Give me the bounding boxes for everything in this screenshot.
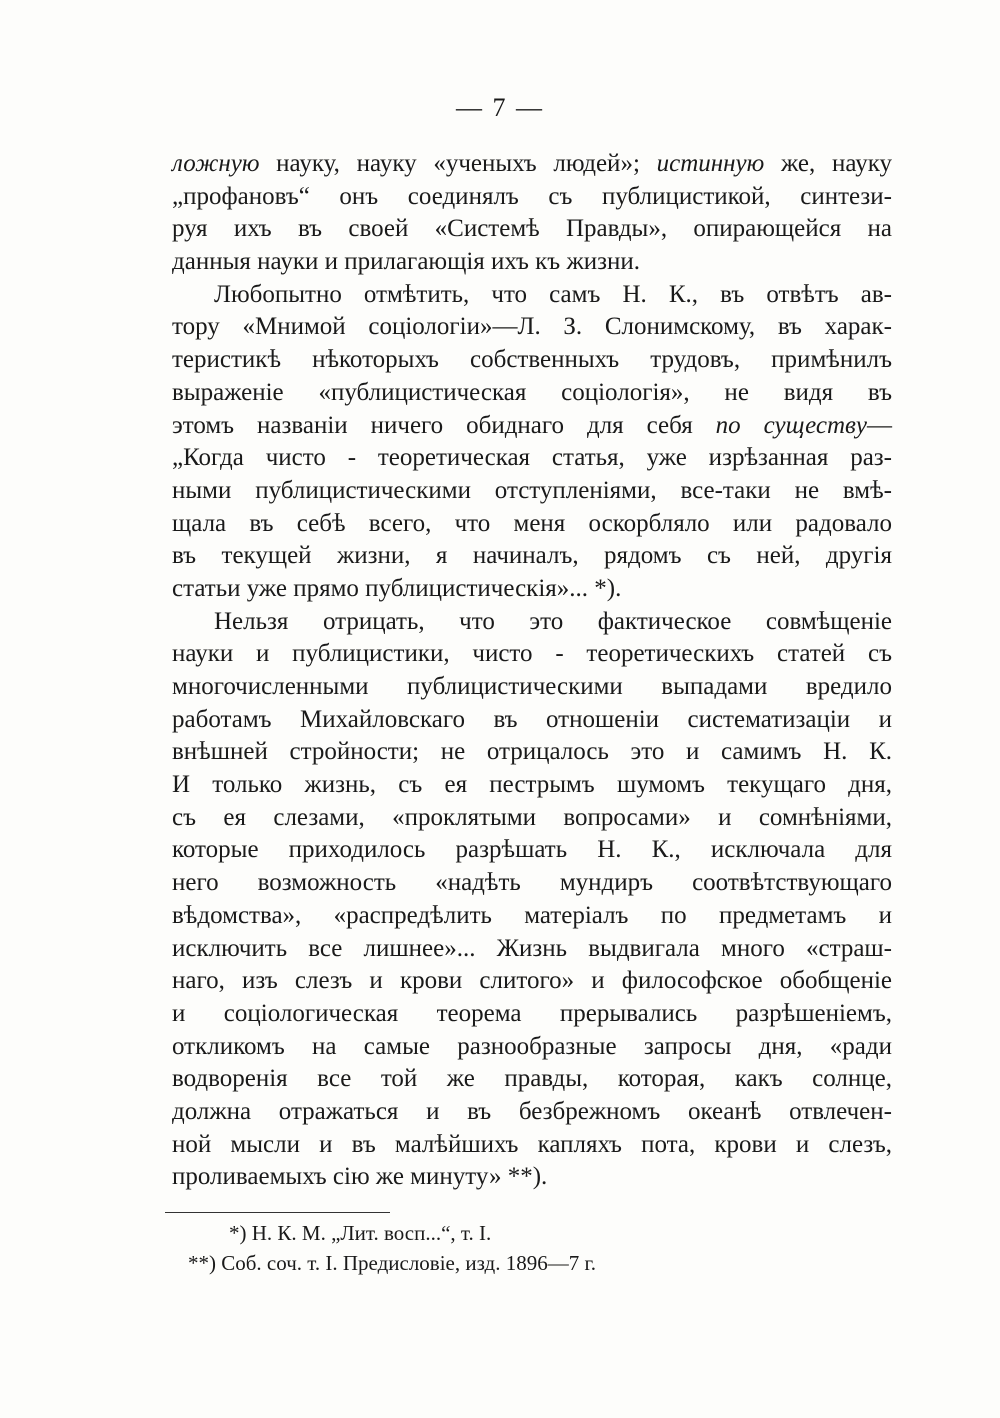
- footnote-1: *) Н. К. М. „Лит. восп...“, т. I.: [229, 1221, 492, 1245]
- text-line: [172, 148, 892, 181]
- text-line: [172, 377, 892, 410]
- text-line: [172, 933, 892, 966]
- text-run: статьи уже прямо публицистическія»... *).: [172, 574, 622, 602]
- text-run: выраженіе «публицистическая соціологія», не видя въ: [172, 378, 892, 406]
- text-line: [172, 1129, 892, 1162]
- text-run: И только жизнь, съ ея пестрымъ шумомъ текущаго дня,: [172, 771, 892, 799]
- italic-text: по существу: [715, 411, 867, 439]
- text-line: [172, 311, 892, 344]
- text-run: руя ихъ въ своей «Системѣ Правды», опирающейся на: [172, 215, 892, 243]
- text-run: науки и публицистики, чисто - теоретическихъ статей съ: [172, 640, 892, 668]
- footnote-2: **) Соб. соч. т. I. Предисловіе, изд. 1896—7 г.: [188, 1251, 596, 1275]
- text-line: [172, 475, 892, 508]
- text-run: должна отражаться и въ безбрежномъ океанѣ отвлечен-: [172, 1097, 892, 1125]
- text-run: водворенія все той же правды, которая, какъ солнце,: [172, 1065, 892, 1093]
- text-run: этомъ названіи ничего обиднаго для себя: [172, 411, 716, 439]
- text-line: [172, 867, 892, 900]
- text-run: наго, изъ слезъ и крови слитого» и философское обобщеніе: [172, 967, 892, 995]
- text-run: „Когда чисто - теоретическая статья, уже изрѣзанная раз-: [172, 444, 892, 472]
- text-run: тору «Мнимой соціологіи»—Л. З. Слонимскому, въ харак-: [172, 313, 892, 341]
- text-run: съ ея слезами, «проклятыми вопросами» и сомнѣніями,: [172, 803, 892, 831]
- text-run: вѣдомства», «распредѣлить матеріалъ по предметамъ и: [172, 901, 892, 929]
- text-run: работамъ Михайловскаго въ отношеніи систематизаціи и: [172, 705, 892, 733]
- text-line: [172, 900, 892, 933]
- text-line: [172, 736, 892, 769]
- text-run: Любопытно отмѣтить, что самъ Н. К., въ отвѣтъ ав-: [214, 280, 892, 308]
- text-line: [172, 1161, 892, 1194]
- text-line: [172, 671, 892, 704]
- text-run: „профановъ“ онъ соединялъ съ публицистикой, синтези-: [172, 182, 892, 210]
- text-run: многочисленными публицистическими выпадами вредило: [172, 673, 892, 700]
- text-line: [172, 410, 892, 443]
- text-run: него возможность «надѣть мундиръ соотвѣтствующаго: [172, 869, 892, 897]
- text-run: ными публицистическими отступленіями, все-таки не вмѣ-: [172, 476, 892, 504]
- text-line: [172, 540, 892, 573]
- text-run: данныя науки и прилагающія ихъ къ жизни.: [172, 248, 640, 276]
- text-run: теристикѣ нѣкоторыхъ собственныхъ трудовъ, примѣнилъ: [172, 346, 892, 374]
- text-line: [172, 508, 892, 541]
- page-number: — 7 —: [456, 93, 544, 122]
- text-line: [172, 834, 892, 867]
- text-run: —: [867, 411, 892, 439]
- text-line: [172, 704, 892, 737]
- text-line: [172, 606, 892, 639]
- text-run: которые приходилось разрѣшать Н. К., исключала для: [172, 836, 892, 864]
- text-run: Нельзя отрицать, что это фактическое совмѣщеніе: [214, 607, 892, 635]
- text-line: [172, 769, 892, 802]
- text-line: [172, 965, 892, 998]
- text-line: [172, 344, 892, 377]
- text-line: [172, 638, 892, 671]
- text-line: [172, 1031, 892, 1064]
- text-line: [172, 1096, 892, 1129]
- text-line: [172, 802, 892, 835]
- text-line: [172, 573, 892, 606]
- text-run: внѣшней стройности; не отрицалось это и самимъ Н. К.: [172, 738, 892, 766]
- text-line: [172, 442, 892, 475]
- italic-text: истинную: [656, 150, 765, 177]
- text-line: [172, 213, 892, 246]
- text-run: щала въ себѣ всего, что меня оскорбляло или радовало: [172, 509, 892, 537]
- text-line: [172, 246, 892, 279]
- text-run: въ текущей жизни, я начиналъ, рядомъ съ ней, другія: [172, 542, 892, 570]
- text-line: [172, 998, 892, 1031]
- text-line: [172, 1063, 892, 1096]
- text-run: ной мысли и въ малѣйшихъ капляхъ пота, крови и слезъ,: [172, 1130, 892, 1158]
- text-line: [172, 181, 892, 214]
- italic-text: ложную: [172, 150, 260, 177]
- text-run: исключить все лишнее»... Жизнь выдвигала много «страш-: [172, 934, 892, 962]
- text-line: [172, 279, 892, 312]
- text-run: откликомъ на самые разнообразные запросы дня, «ради: [172, 1032, 892, 1060]
- body-text: [172, 148, 892, 1194]
- text-run: же, науку: [764, 150, 892, 177]
- text-run: и соціологическая теорема прерывались разрѣшеніемъ,: [172, 999, 892, 1027]
- footnote-divider: [165, 1212, 390, 1213]
- text-run: проливаемыхъ сію же минуту» **).: [172, 1163, 548, 1191]
- text-run: науку, науку «ученыхъ людей»;: [259, 150, 657, 177]
